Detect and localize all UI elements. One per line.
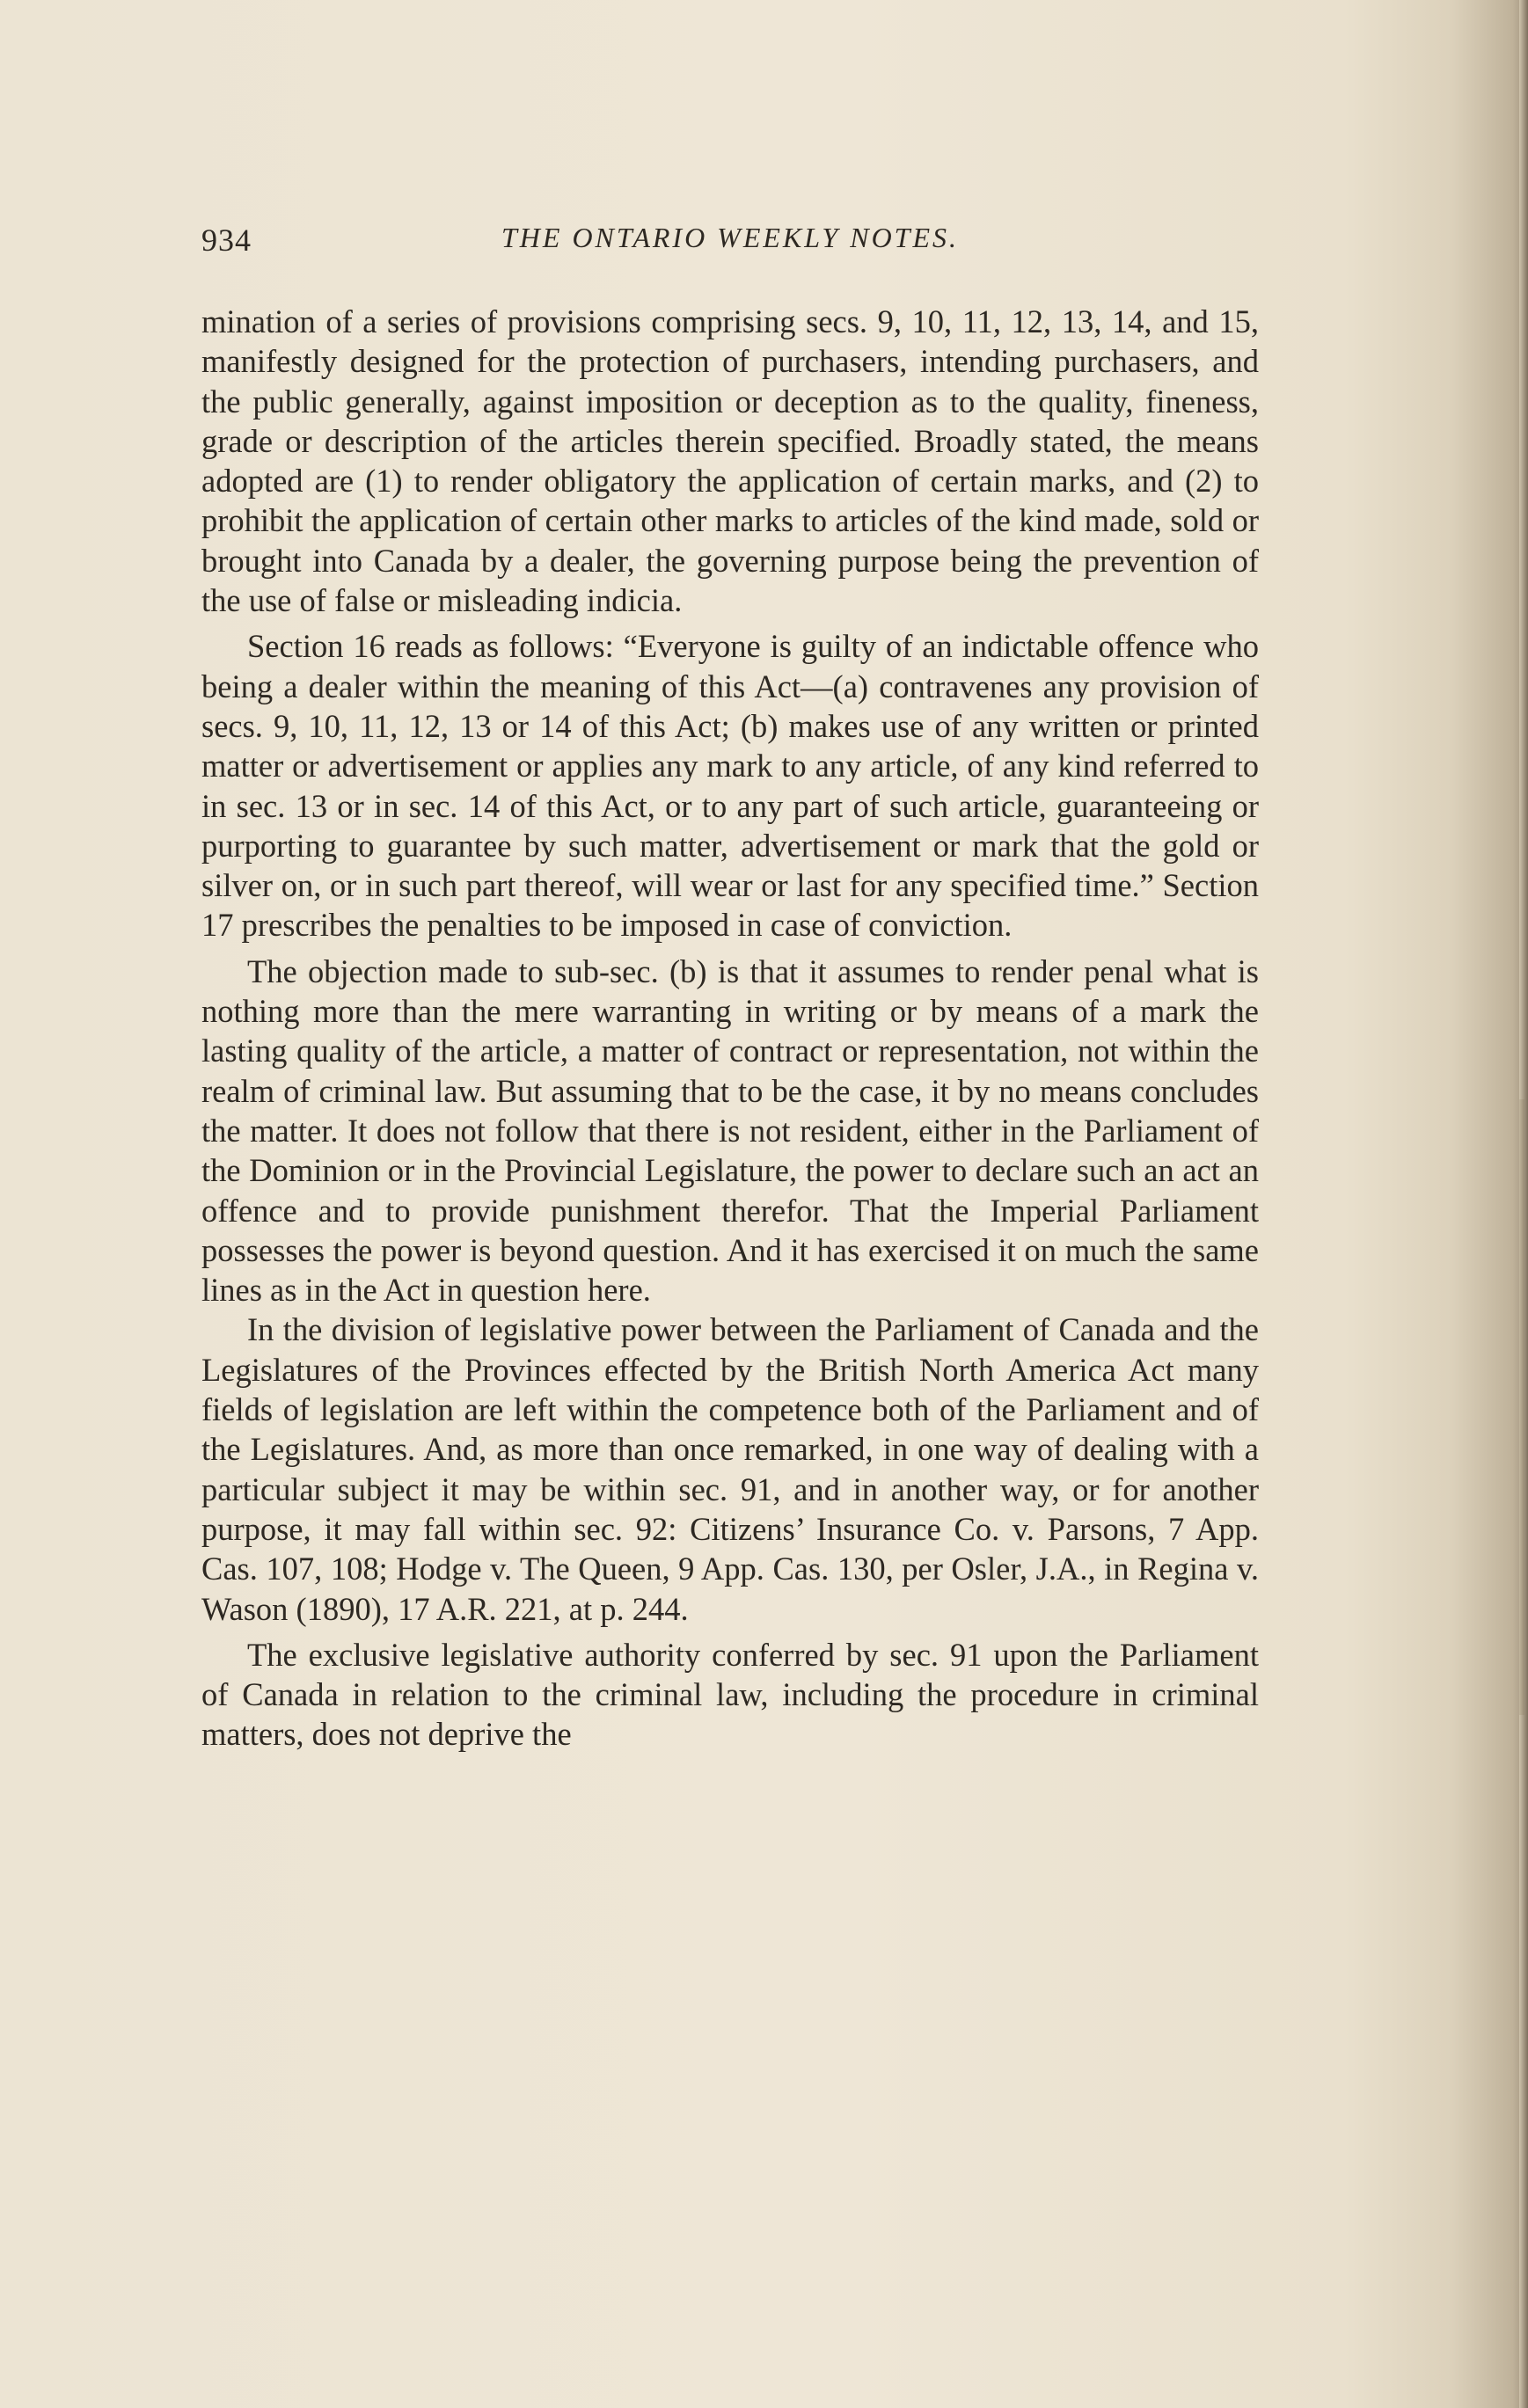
running-title: THE ONTARIO WEEKLY NOTES. — [501, 222, 960, 253]
page-stain — [1519, 1099, 1524, 1715]
running-head — [201, 222, 1259, 274]
paragraph: The exclusive legislative authority conferred by sec. 91 upon the Parliament of Canada in relation to the criminal law, including the procedure in criminal matters, does not deprive the — [201, 1636, 1259, 1753]
paragraph: mination of a series of provisions comprising secs. 9, 10, 11, 12, 13, 14, and 15, manifestly designed for the protection of purchasers, intending purchasers, and the public generally, against imposition or deception as to the quality, fineness, grade or description of the articles therein specified. Broadly stated, the means adopted are (1) to render obligatory the application of certain marks, and (2) to prohibit the application of certain other marks to articles of the kind made, sold or brought into Canada by a dealer, the governing purpose being the prevention of the use of false or misleading indicia. — [201, 303, 1259, 619]
paragraph: The objection made to sub-sec. (b) is that it assumes to render penal what is nothing more than the mere warranting in writing or by means of a mark the lasting quality of the article, a matter of contract or representation, not within the realm of criminal law. But assuming that to be the case, it by no means concludes the matter. It does not follow that there is not resident, either in the Parliament of the Dominion or in the Provincial Legislature, the power to declare such an act an offence and to provide punishment therefor. That the Imperial Parliament possesses the power is beyond question. And it has exercised it on much the same lines as in the Act in question here. — [201, 952, 1259, 1309]
body-text — [201, 302, 1259, 1761]
page-number: 934 — [201, 223, 252, 258]
paragraph: In the division of legislative power between the Parliament of Canada and the Legislatures of the Provinces effected by the British North America Act many fields of legislation are left within the competence both of the Parliament and of the Legislatures. And, as more than once remarked, in one way of dealing with a particular subject it may be within sec. 91, and in another way, or for another purpose, it may fall within sec. 92: Citizens’ Insurance Co. v. Parsons, 7 App. Cas. 107, 108; Hodge v. The Queen, 9 App. Cas. 130, per Osler, J.A., in Regina v. Wason (1890), 17 A.R. 221, at p. 244. — [201, 1311, 1259, 1627]
paragraph: Section 16 reads as follows: “Everyone is guilty of an indictable offence who being a dealer within the meaning of this Act—(a) contravenes any provision of secs. 9, 10, 11, 12, 13 or 14 of this Act; (b) makes use of any written or printed matter or advertisement or applies any mark to any article, of any kind referred to in sec. 13 or in sec. 14 of this Act, or to any part of such article, guaranteeing or purporting to guarantee by such matter, advertisement or mark that the gold or silver on, or in such part thereof, will wear or last for any specified time.” Section 17 prescribes the penalties to be imposed in case of conviction. — [201, 628, 1259, 944]
